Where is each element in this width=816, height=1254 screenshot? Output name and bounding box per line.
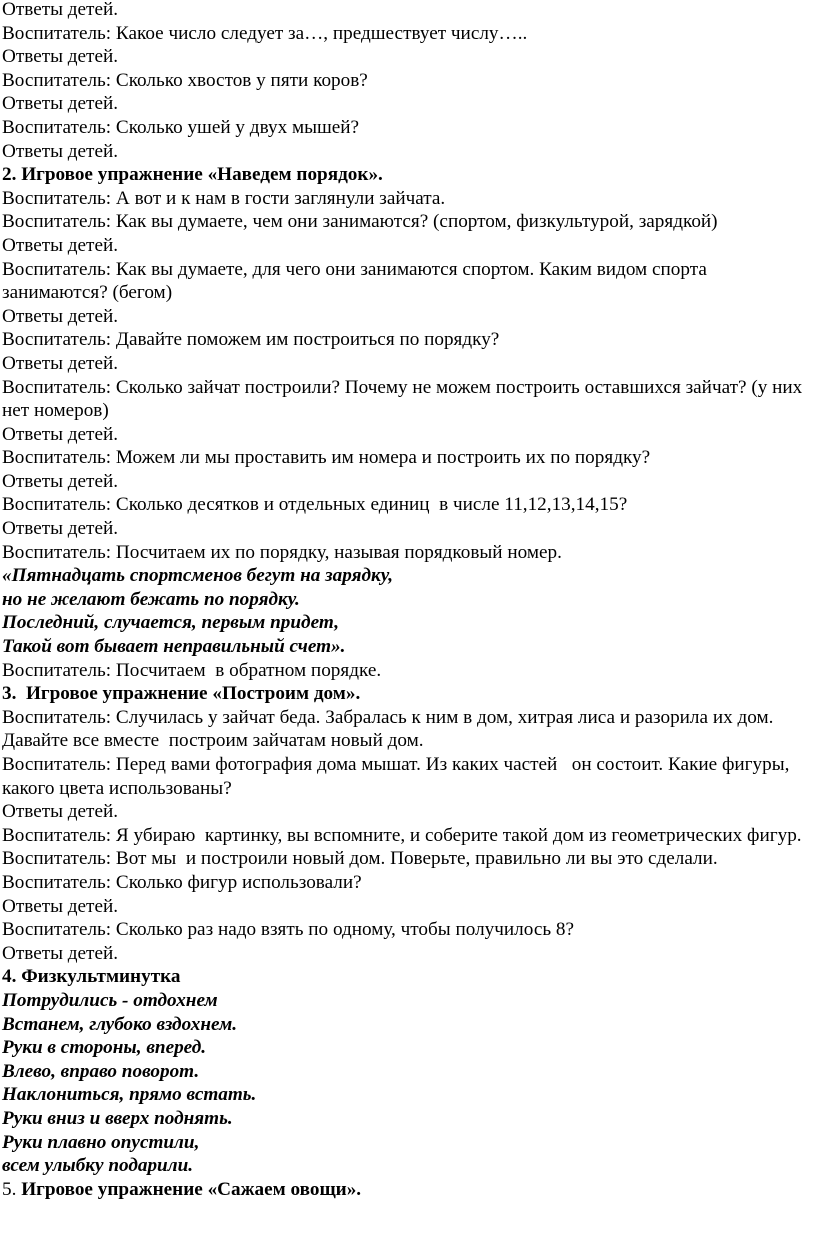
- poem-line: Наклониться, прямо встать.: [2, 1084, 257, 1106]
- text-line: Ответы детей.: [2, 801, 119, 823]
- section-heading: [2, 1178, 814, 1202]
- text-line: Воспитатель: Случилась у зайчат беда. Забралась к ним в дом, хитрая лиса и разорила их дом. Давайте все вместе построим зайчатам новый дом.: [2, 706, 779, 752]
- poem-line: но не желают бежать по порядку.: [2, 588, 300, 610]
- text-line: Воспитатель: Посчитаем в обратном порядке.: [2, 659, 382, 681]
- text-line: Ответы детей.: [2, 234, 119, 256]
- poem-line: Руки в стороны, вперед.: [2, 1037, 207, 1059]
- poem-line: Такой вот бывает неправильный счет».: [2, 636, 346, 658]
- text-line: Воспитатель: Я убираю картинку, вы вспомните, и соберите такой дом из геометрических фигур.: [2, 824, 802, 846]
- text-line: Ответы детей.: [2, 470, 119, 492]
- text-line: Воспитатель: Можем ли мы проставить им номера и построить их по порядку?: [2, 447, 651, 469]
- text-line: Ответы детей.: [2, 352, 119, 374]
- text-line: Ответы детей.: [2, 0, 119, 20]
- text-line: Воспитатель: Перед вами фотография дома мышат. Из каких частей он состоит. Какие фигуры, какого цвета использованы?: [2, 754, 795, 799]
- text-line: Ответы детей.: [2, 305, 119, 327]
- section-heading: 2. Игровое упражнение «Наведем порядок».: [2, 164, 383, 186]
- text-line: Ответы детей.: [2, 140, 119, 162]
- section-title: Игровое упражнение «Сажаем овощи».: [21, 1178, 362, 1200]
- document-page: [2, 0, 814, 1201]
- section-number: 5.: [2, 1178, 22, 1200]
- poem-line: Руки вниз и вверх поднять.: [2, 1107, 233, 1129]
- poem-line: всем улыбку подарили.: [2, 1155, 194, 1177]
- section-heading: 3. Игровое упражнение «Построим дом».: [2, 683, 361, 705]
- text-line: Ответы детей.: [2, 46, 119, 68]
- poem-line: «Пятнадцать спортсменов бегут на зарядку,: [2, 565, 394, 587]
- text-line: Воспитатель: Какое число следует за…, предшествует числу…..: [2, 22, 528, 44]
- text-line: Воспитатель: Сколько раз надо взять по одному, чтобы получилось 8?: [2, 919, 574, 941]
- text-line: Ответы детей.: [2, 423, 119, 445]
- text-line: Воспитатель: Сколько десятков и отдельных единиц в числе 11,12,13,14,15?: [2, 494, 628, 516]
- text-line: Ответы детей.: [2, 93, 119, 115]
- text-line: Воспитатель: Сколько зайчат построили? Почему не можем построить оставшихся зайчат? (у них нет номеров): [2, 376, 808, 422]
- text-line: Ответы детей.: [2, 895, 119, 917]
- text-line: Воспитатель: А вот и к нам в гости заглянули зайчата.: [2, 187, 446, 209]
- text-line: Воспитатель: Как вы думаете, чем они занимаются? (спортом, физкультурой, зарядкой): [2, 211, 718, 233]
- text-line: Воспитатель: Вот мы и построили новый дом. Поверьте, правильно ли вы это сделали.: [2, 848, 718, 870]
- text-line: Воспитатель: Давайте поможем им построиться по порядку?: [2, 329, 500, 351]
- poem-line: Последний, случается, первым придет,: [2, 612, 340, 634]
- section-heading: 4. Физкультминутка: [2, 966, 181, 988]
- text-line: Ответы детей.: [2, 942, 119, 964]
- poem-line: Потрудились - отдохнем: [2, 989, 218, 1011]
- text-line: Воспитатель: Сколько фигур использовали?: [2, 871, 362, 893]
- poem-line: Влево, вправо поворот.: [2, 1060, 200, 1082]
- text-line: Воспитатель: Как вы думаете, для чего они занимаются спортом. Каким видом спорта занимаются? (бегом): [2, 258, 712, 304]
- text-line: Воспитатель: Сколько хвостов у пяти коров?: [2, 69, 368, 91]
- poem-line: Встанем, глубоко вздохнем.: [2, 1013, 238, 1035]
- text-line: Воспитатель: Посчитаем их по порядку, называя порядковый номер.: [2, 541, 562, 563]
- text-line: Воспитатель: Сколько ушей у двух мышей?: [2, 116, 360, 138]
- poem-line: Руки плавно опустили,: [2, 1131, 200, 1153]
- text-line: Ответы детей.: [2, 518, 119, 540]
